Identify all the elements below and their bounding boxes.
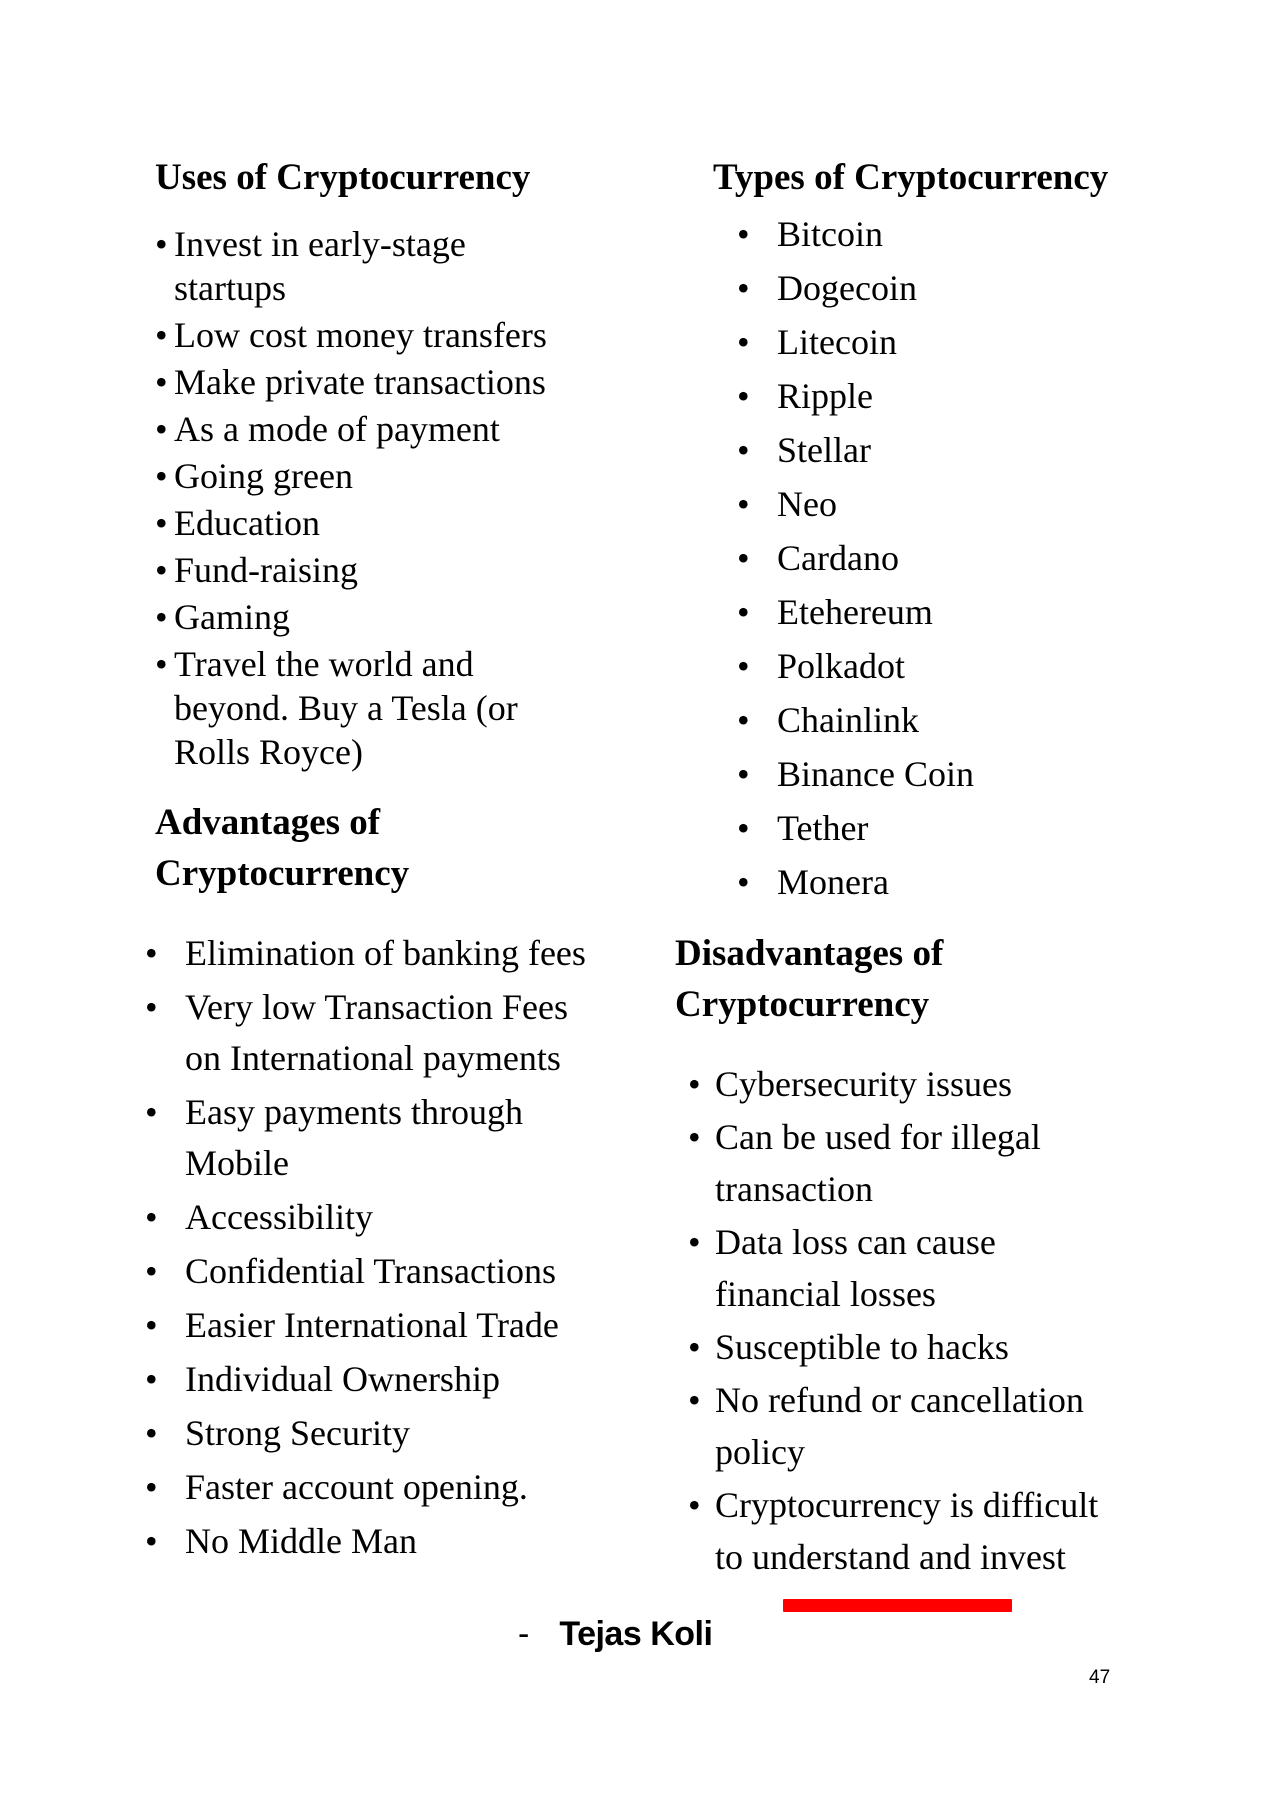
bullet-icon: •: [145, 1521, 158, 1561]
list-item: [155, 222, 615, 310]
list-item: [735, 639, 1095, 693]
list-item-text: Accessibility: [185, 1197, 373, 1237]
types-list: [735, 207, 1095, 909]
bullet-icon: •: [145, 1092, 158, 1132]
list-item: [145, 1087, 645, 1189]
list-item-text: Individual Ownership: [185, 1359, 500, 1399]
advantages-heading-line1: Advantages of: [155, 802, 381, 843]
bullet-icon: •: [155, 456, 168, 496]
disadvantages-list: [688, 1058, 1148, 1584]
list-item: [688, 1216, 1148, 1320]
bullet-icon: •: [737, 268, 750, 308]
list-item-text: Bitcoin: [777, 214, 883, 254]
bullet-icon: •: [155, 315, 168, 355]
list-item: [735, 369, 1095, 423]
list-item-text: Easy payments through Mobile: [185, 1092, 523, 1183]
list-item: [735, 477, 1095, 531]
disadvantages-heading-line1: Disadvantages of: [675, 933, 944, 974]
list-item-text: Education: [174, 503, 320, 543]
list-item-text: Susceptible to hacks: [715, 1327, 1009, 1367]
list-item: [688, 1374, 1148, 1478]
list-item: [688, 1479, 1148, 1583]
list-item-text: Ripple: [777, 376, 873, 416]
bullet-icon: •: [145, 1413, 158, 1453]
list-item: [735, 531, 1095, 585]
bullet-icon: •: [737, 538, 750, 578]
uses-list: [155, 222, 615, 777]
bullet-icon: •: [688, 1117, 701, 1157]
bullet-icon: •: [737, 646, 750, 686]
list-item-text: Litecoin: [777, 322, 897, 362]
list-item: [155, 407, 615, 451]
advantages-list: [145, 928, 645, 1570]
list-item-text: Can be used for illegal transaction: [715, 1117, 1041, 1209]
bullet-icon: •: [145, 987, 158, 1027]
list-item-text: Faster account opening.: [185, 1467, 528, 1507]
list-item-text: Elimination of banking fees: [185, 933, 586, 973]
list-item-text: Cardano: [777, 538, 899, 578]
bullet-icon: •: [155, 550, 168, 590]
list-item-text: Tether: [777, 808, 869, 848]
bullet-icon: •: [688, 1485, 701, 1525]
bullet-icon: •: [145, 933, 158, 973]
bullet-icon: •: [737, 754, 750, 794]
list-item: [145, 1408, 645, 1459]
bullet-icon: •: [688, 1327, 701, 1367]
list-item-text: Cybersecurity issues: [715, 1064, 1012, 1104]
list-item: [145, 1354, 645, 1405]
list-item: [735, 585, 1095, 639]
bullet-icon: •: [155, 597, 168, 637]
list-item: [688, 1321, 1148, 1373]
list-item-text: Make private transactions: [174, 362, 546, 402]
bullet-icon: •: [155, 644, 168, 684]
bullet-icon: •: [688, 1380, 701, 1420]
list-item-text: Travel the world and beyond. Buy a Tesla (or Rolls Royce): [174, 644, 518, 772]
bullet-icon: •: [688, 1222, 701, 1262]
list-item-text: Invest in early-stage startups: [174, 224, 466, 308]
bullet-icon: •: [688, 1064, 701, 1104]
bullet-icon: •: [155, 503, 168, 543]
bullet-icon: •: [737, 214, 750, 254]
list-item-text: Easier International Trade: [185, 1305, 559, 1345]
types-heading: Types of Cryptocurrency: [713, 157, 1109, 198]
list-item-text: Cryptocurrency is difficult to understand and invest: [715, 1485, 1099, 1577]
list-item: [735, 855, 1095, 909]
list-item-text: Stellar: [777, 430, 871, 470]
bullet-icon: •: [737, 592, 750, 632]
disadvantages-heading-line2: Cryptocurrency: [675, 984, 930, 1025]
list-item-text: Fund-raising: [174, 550, 358, 590]
list-item-text: Strong Security: [185, 1413, 410, 1453]
list-item-text: Monera: [777, 862, 889, 902]
list-item: [155, 642, 615, 774]
list-item-text: Gaming: [174, 597, 290, 637]
bullet-icon: •: [145, 1251, 158, 1291]
list-item-text: Polkadot: [777, 646, 906, 686]
list-item-text: Neo: [777, 484, 837, 524]
list-item-text: Low cost money transfers: [174, 315, 547, 355]
list-item: [145, 1192, 645, 1243]
bullet-icon: •: [737, 430, 750, 470]
list-item: [145, 1516, 645, 1567]
list-item: [688, 1111, 1148, 1215]
advantages-heading-line2: Cryptocurrency: [155, 853, 410, 894]
bullet-icon: •: [737, 484, 750, 524]
list-item: [688, 1058, 1148, 1110]
bullet-icon: •: [145, 1305, 158, 1345]
list-item: [155, 454, 615, 498]
red-accent-bar: [783, 1599, 1012, 1612]
list-item: [155, 548, 615, 592]
bullet-icon: •: [737, 322, 750, 362]
list-item: [155, 360, 615, 404]
list-item-text: Binance Coin: [777, 754, 974, 794]
list-item: [145, 1246, 645, 1297]
list-item-text: Etehereum: [777, 592, 933, 632]
list-item-text: As a mode of payment: [174, 409, 500, 449]
list-item-text: Going green: [174, 456, 353, 496]
bullet-icon: •: [737, 700, 750, 740]
page-number: 47: [1089, 1667, 1111, 1688]
list-item-text: Chainlink: [777, 700, 919, 740]
list-item: [155, 501, 615, 545]
author-name: Tejas Koli: [559, 1615, 713, 1653]
bullet-icon: •: [737, 862, 750, 902]
bullet-icon: •: [145, 1359, 158, 1399]
list-item: [735, 423, 1095, 477]
uses-heading: Uses of Cryptocurrency: [155, 157, 531, 198]
list-item: [145, 1300, 645, 1351]
list-item: [735, 747, 1095, 801]
list-item-text: Very low Transaction Fees on International payments: [185, 987, 568, 1078]
bullet-icon: •: [155, 224, 168, 264]
signature-dash: -: [518, 1615, 530, 1653]
bullet-icon: •: [145, 1467, 158, 1507]
list-item-text: Data loss can cause financial losses: [715, 1222, 996, 1314]
list-item: [145, 1462, 645, 1513]
advantages-heading: [155, 797, 409, 899]
disadvantages-heading: [675, 928, 943, 1030]
list-item: [735, 693, 1095, 747]
list-item-text: No Middle Man: [185, 1521, 417, 1561]
author-signature: [518, 1612, 712, 1656]
list-item-text: Dogecoin: [777, 268, 917, 308]
list-item: [145, 928, 645, 979]
bullet-icon: •: [155, 409, 168, 449]
bullet-icon: •: [737, 376, 750, 416]
list-item-text: Confidential Transactions: [185, 1251, 556, 1291]
list-item: [735, 207, 1095, 261]
list-item: [735, 801, 1095, 855]
bullet-icon: •: [737, 808, 750, 848]
bullet-icon: •: [155, 362, 168, 402]
list-item: [735, 315, 1095, 369]
list-item: [735, 261, 1095, 315]
list-item: [155, 313, 615, 357]
list-item-text: No refund or cancellation policy: [715, 1380, 1084, 1472]
bullet-icon: •: [145, 1197, 158, 1237]
list-item: [155, 595, 615, 639]
list-item: [145, 982, 645, 1084]
